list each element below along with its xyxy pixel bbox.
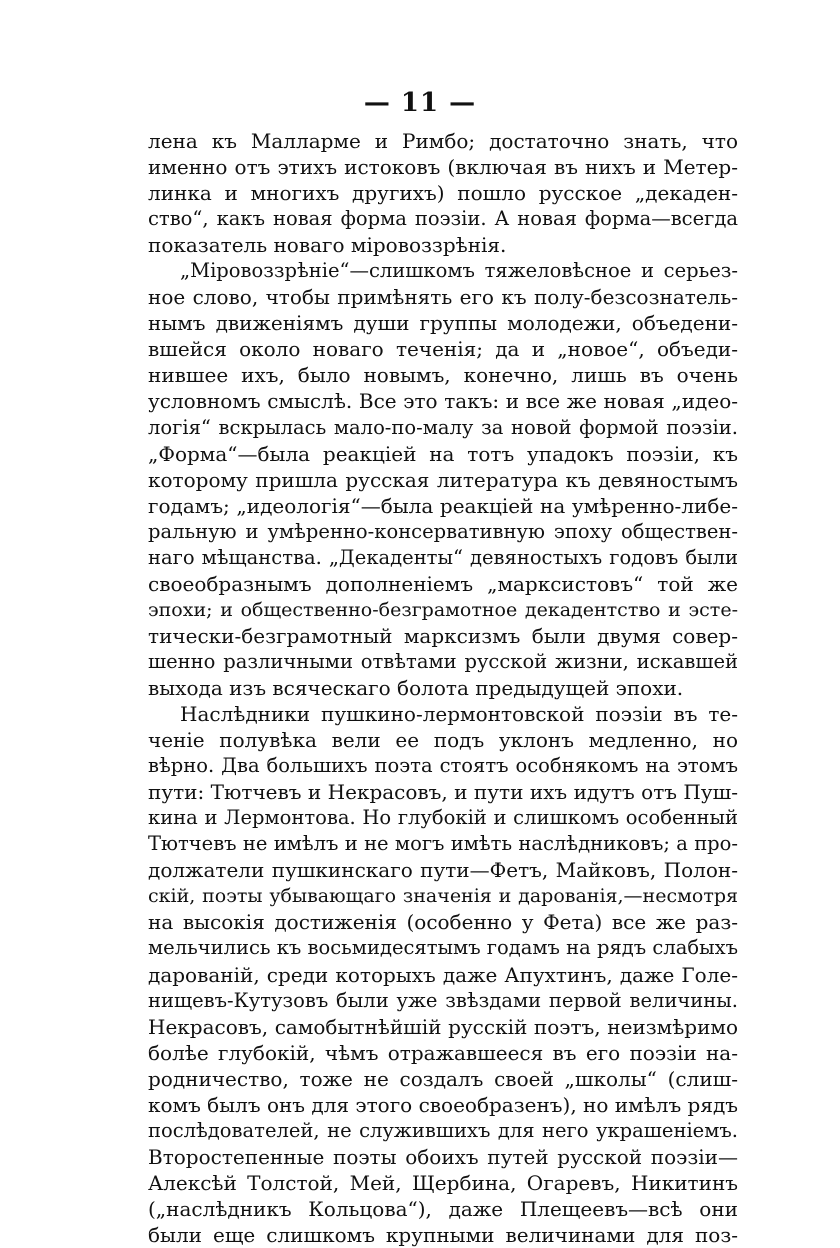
text-line: болѣе глубокій, чѣмъ отражавшееся въ его поэзіи на-	[148, 1040, 738, 1065]
text-line: Наслѣдники пушкино-лермонтовской поэзіи въ те-	[180, 702, 738, 727]
text-line: послѣдователей, не служившихъ для него украшеніемъ.	[148, 1118, 738, 1142]
text-line: комъ былъ онъ для этого своеобразенъ), но имѣлъ рядъ	[148, 1092, 738, 1117]
text-line: Второстепенные поэты обоихъ путей русской поэзіи—	[148, 1144, 738, 1169]
text-line: выхода изъ всяческаго болота предыдущей эпохи.	[148, 675, 684, 700]
text-line: мельчились къ восьмидесятымъ годамъ на рядъ слабыхъ	[148, 936, 738, 960]
text-line: Некрасовъ, самобытнѣйшій русскій поэтъ, неизмѣримо	[148, 1014, 738, 1039]
text-line: ральную и умѣренно-консервативную эпоху обществен-	[148, 519, 738, 543]
text-line: родничество, тоже не создалъ своей „школы“ (слиш-	[148, 1066, 738, 1091]
text-line: дарованій, среди которыхъ даже Апухтинъ, даже Голе-	[148, 962, 738, 987]
text-line: („наслѣдникъ Кольцова“), даже Плещеевъ—всѣ они	[148, 1196, 738, 1221]
text-line: Алексѣй Толстой, Мей, Щербина, Огаревъ, Никитинъ	[148, 1170, 738, 1195]
text-line: нившее ихъ, было новымъ, конечно, лишь въ очень	[148, 363, 738, 388]
text-line: именно отъ этихъ истоковъ (включая въ нихъ и Метер-	[148, 155, 738, 180]
text-line: показатель новаго міровоззрѣнія.	[148, 233, 507, 258]
text-line: вѣрно. Два большихъ поэта стоятъ особнякомъ на этомъ	[148, 754, 738, 778]
text-line: нымъ движеніямъ души группы молодежи, объедени-	[148, 311, 738, 336]
text-line: пути: Тютчевъ и Некрасовъ, и пути ихъ идутъ отъ Пуш-	[148, 780, 738, 805]
text-line: должатели пушкинскаго пути—Фетъ, Майковъ, Полон-	[148, 858, 738, 883]
text-line: „Форма“—была реакціей на тотъ упадокъ поэзіи, къ	[148, 441, 738, 466]
text-line: нищевъ-Кутузовъ были уже звѣздами первой величины.	[148, 988, 738, 1012]
text-line: тически-безграмотный марксизмъ были двумя совер-	[148, 623, 738, 648]
text-line: Тютчевъ не имѣлъ и не могъ имѣть наслѣдниковъ; а про-	[148, 832, 738, 856]
text-line: эпохи; и общественно-безграмотное декадентство и эсте-	[148, 598, 738, 621]
text-line: условномъ смыслѣ. Все это такъ: и все же новая „идео-	[148, 389, 738, 414]
text-line: „Міровоззрѣніе“—слишкомъ тяжеловѣсное и серьез-	[180, 259, 738, 283]
text-line: кина и Лермонтова. Но глубокій и слишкомъ особенный	[148, 806, 738, 830]
text-line: были еще слишкомъ крупными величинами для поз-	[148, 1222, 738, 1247]
text-line: ное слово, чтобы примѣнять его къ полу-безсознатель-	[148, 285, 738, 310]
text-line: линка и многихъ другихъ) пошло русское „декаден-	[148, 181, 738, 206]
text-line: лена къ Малларме и Римбо; достаточно знать, что	[148, 129, 738, 153]
text-line: ченіе полувѣка вели ее подъ уклонъ медленно, но	[148, 728, 738, 753]
text-line: вшейся около новаго теченія; да и „новое“, объеди-	[148, 337, 738, 362]
body-text	[148, 128, 738, 1248]
page-number: — 11 —	[363, 88, 477, 118]
text-line: логія“ вскрылась мало-по-малу за новой формой поэзіи.	[148, 415, 738, 439]
text-line: шенно различными отвѣтами русской жизни, искавшей	[148, 649, 738, 673]
text-line: на высокія достиженія (особенно у Фета) все же раз-	[148, 910, 738, 935]
text-line: скій, поэты убывающаго значенія и дарованія,—несмотря	[148, 885, 738, 908]
text-line: наго мѣщанства. „Декаденты“ девяностыхъ годовъ были	[148, 545, 738, 569]
text-line: которому пришла русская литература къ девяностымъ	[148, 467, 738, 492]
text-line: ство“, какъ новая форма поэзіи. А новая форма—всегда	[148, 207, 738, 231]
text-line: своеобразнымъ дополненіемъ „марксистовъ“ той же	[148, 571, 738, 596]
text-line: годамъ; „идеологія“—была реакціей на умѣренно-либе-	[148, 493, 738, 518]
